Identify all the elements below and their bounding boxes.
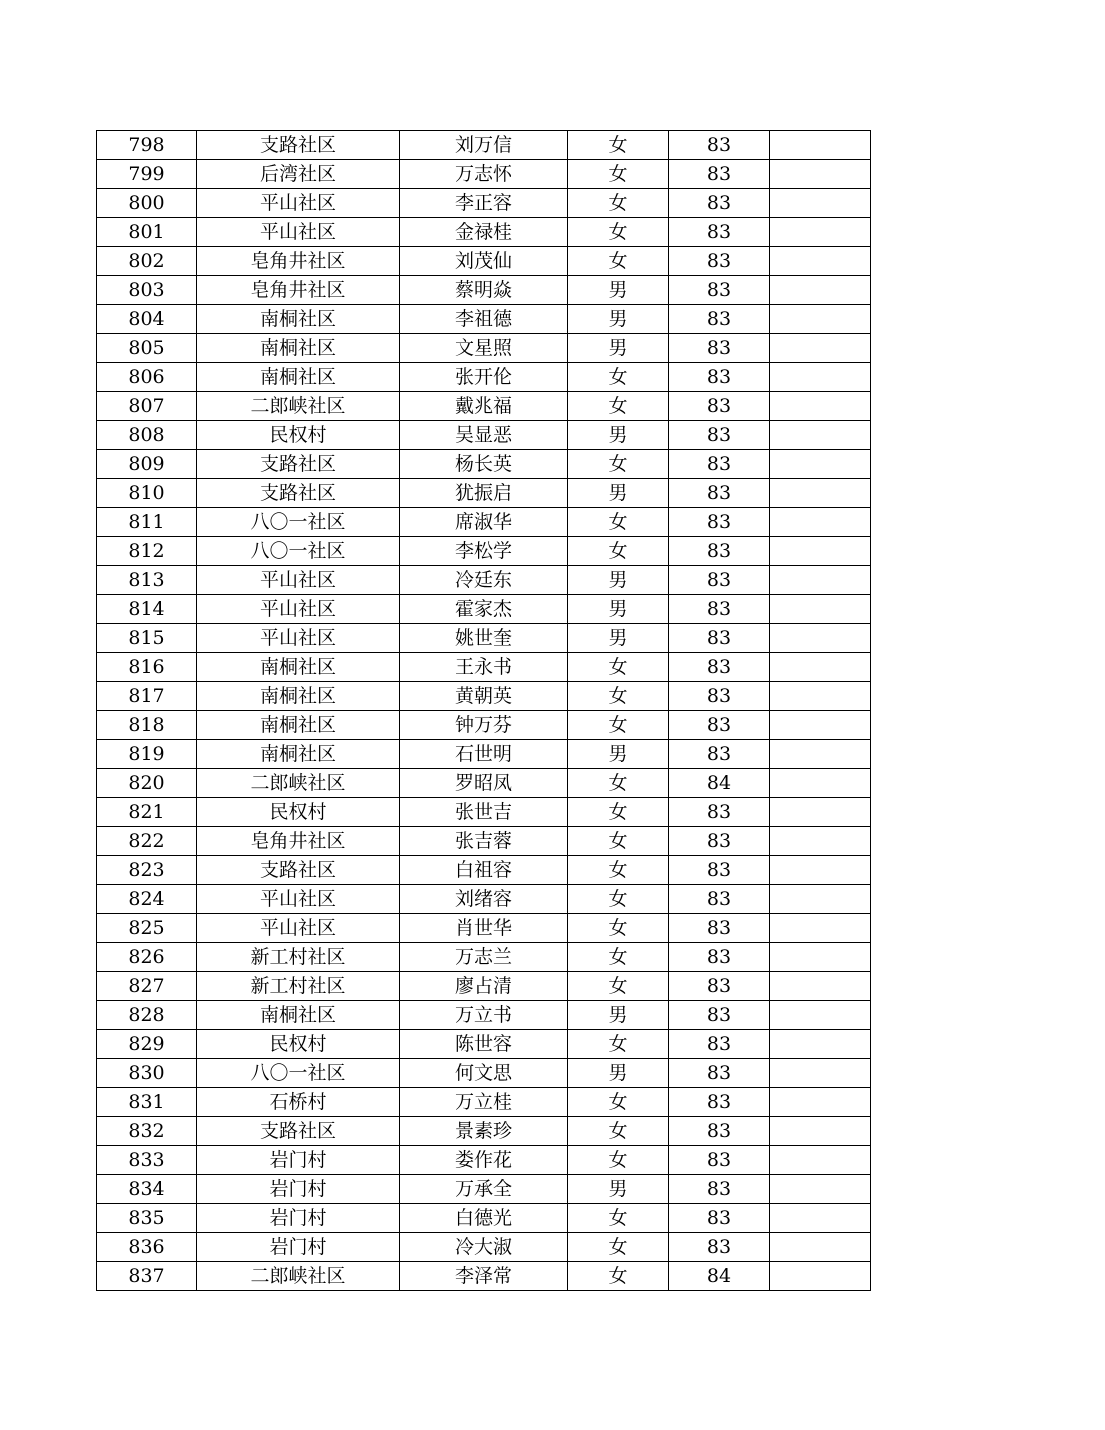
community-cell: 支路社区 [197, 856, 400, 885]
serial-number-cell: 811 [97, 508, 197, 537]
age-cell: 83 [669, 653, 770, 682]
table-row [97, 827, 871, 856]
age-cell: 83 [669, 1117, 770, 1146]
age-cell: 83 [669, 914, 770, 943]
remarks-cell [770, 363, 871, 392]
gender-cell: 男 [568, 334, 669, 363]
community-cell: 南桐社区 [197, 334, 400, 363]
name-cell: 犹振启 [400, 479, 568, 508]
name-cell: 白祖容 [400, 856, 568, 885]
name-cell: 李松学 [400, 537, 568, 566]
gender-cell: 女 [568, 392, 669, 421]
name-cell: 刘茂仙 [400, 247, 568, 276]
serial-number-cell: 808 [97, 421, 197, 450]
remarks-cell [770, 1262, 871, 1291]
table-row [97, 972, 871, 1001]
gender-cell: 女 [568, 914, 669, 943]
serial-number-cell: 828 [97, 1001, 197, 1030]
gender-cell: 女 [568, 1117, 669, 1146]
serial-number-cell: 801 [97, 218, 197, 247]
roster-table [96, 130, 871, 1291]
remarks-cell [770, 537, 871, 566]
age-cell: 83 [669, 711, 770, 740]
age-cell: 83 [669, 218, 770, 247]
table-row [97, 943, 871, 972]
name-cell: 席淑华 [400, 508, 568, 537]
serial-number-cell: 835 [97, 1204, 197, 1233]
community-cell: 二郎峡社区 [197, 769, 400, 798]
age-cell: 83 [669, 798, 770, 827]
community-cell: 八〇一社区 [197, 508, 400, 537]
community-cell: 皂角井社区 [197, 276, 400, 305]
gender-cell: 女 [568, 131, 669, 160]
community-cell: 南桐社区 [197, 363, 400, 392]
gender-cell: 男 [568, 740, 669, 769]
gender-cell: 男 [568, 479, 669, 508]
community-cell: 平山社区 [197, 595, 400, 624]
table-row [97, 1001, 871, 1030]
gender-cell: 女 [568, 363, 669, 392]
remarks-cell [770, 1059, 871, 1088]
serial-number-cell: 827 [97, 972, 197, 1001]
serial-number-cell: 805 [97, 334, 197, 363]
community-cell: 支路社区 [197, 1117, 400, 1146]
remarks-cell [770, 218, 871, 247]
community-cell: 南桐社区 [197, 740, 400, 769]
serial-number-cell: 822 [97, 827, 197, 856]
name-cell: 金禄桂 [400, 218, 568, 247]
gender-cell: 女 [568, 972, 669, 1001]
community-cell: 二郎峡社区 [197, 392, 400, 421]
gender-cell: 女 [568, 798, 669, 827]
serial-number-cell: 800 [97, 189, 197, 218]
serial-number-cell: 819 [97, 740, 197, 769]
remarks-cell [770, 769, 871, 798]
name-cell: 李祖德 [400, 305, 568, 334]
name-cell: 万立桂 [400, 1088, 568, 1117]
remarks-cell [770, 885, 871, 914]
name-cell: 文星照 [400, 334, 568, 363]
age-cell: 83 [669, 450, 770, 479]
serial-number-cell: 818 [97, 711, 197, 740]
table-row [97, 450, 871, 479]
age-cell: 83 [669, 972, 770, 1001]
remarks-cell [770, 914, 871, 943]
serial-number-cell: 810 [97, 479, 197, 508]
gender-cell: 女 [568, 189, 669, 218]
serial-number-cell: 821 [97, 798, 197, 827]
community-cell: 岩门村 [197, 1146, 400, 1175]
gender-cell: 女 [568, 885, 669, 914]
remarks-cell [770, 1001, 871, 1030]
age-cell: 83 [669, 624, 770, 653]
remarks-cell [770, 276, 871, 305]
age-cell: 83 [669, 247, 770, 276]
remarks-cell [770, 682, 871, 711]
table-row [97, 740, 871, 769]
age-cell: 83 [669, 885, 770, 914]
community-cell: 石桥村 [197, 1088, 400, 1117]
age-cell: 83 [669, 131, 770, 160]
age-cell: 83 [669, 421, 770, 450]
remarks-cell [770, 392, 871, 421]
gender-cell: 男 [568, 1059, 669, 1088]
gender-cell: 女 [568, 1233, 669, 1262]
community-cell: 平山社区 [197, 885, 400, 914]
table-row [97, 1059, 871, 1088]
table-row [97, 363, 871, 392]
community-cell: 民权村 [197, 421, 400, 450]
remarks-cell [770, 131, 871, 160]
table-row [97, 131, 871, 160]
remarks-cell [770, 305, 871, 334]
gender-cell: 男 [568, 421, 669, 450]
community-cell: 平山社区 [197, 624, 400, 653]
remarks-cell [770, 334, 871, 363]
table-row [97, 1146, 871, 1175]
gender-cell: 女 [568, 682, 669, 711]
age-cell: 83 [669, 1001, 770, 1030]
remarks-cell [770, 1204, 871, 1233]
remarks-cell [770, 827, 871, 856]
gender-cell: 男 [568, 1001, 669, 1030]
age-cell: 83 [669, 479, 770, 508]
age-cell: 83 [669, 1204, 770, 1233]
gender-cell: 女 [568, 653, 669, 682]
age-cell: 83 [669, 827, 770, 856]
serial-number-cell: 798 [97, 131, 197, 160]
table-row [97, 769, 871, 798]
table-row [97, 711, 871, 740]
community-cell: 皂角井社区 [197, 247, 400, 276]
remarks-cell [770, 972, 871, 1001]
community-cell: 平山社区 [197, 914, 400, 943]
community-cell: 南桐社区 [197, 305, 400, 334]
age-cell: 83 [669, 189, 770, 218]
age-cell: 83 [669, 160, 770, 189]
name-cell: 肖世华 [400, 914, 568, 943]
serial-number-cell: 823 [97, 856, 197, 885]
gender-cell: 女 [568, 450, 669, 479]
community-cell: 平山社区 [197, 218, 400, 247]
serial-number-cell: 807 [97, 392, 197, 421]
age-cell: 83 [669, 1233, 770, 1262]
table-row [97, 508, 871, 537]
name-cell: 王永书 [400, 653, 568, 682]
remarks-cell [770, 189, 871, 218]
serial-number-cell: 803 [97, 276, 197, 305]
serial-number-cell: 834 [97, 1175, 197, 1204]
gender-cell: 女 [568, 711, 669, 740]
age-cell: 83 [669, 334, 770, 363]
age-cell: 83 [669, 566, 770, 595]
serial-number-cell: 804 [97, 305, 197, 334]
community-cell: 平山社区 [197, 566, 400, 595]
age-cell: 83 [669, 305, 770, 334]
name-cell: 刘绪容 [400, 885, 568, 914]
remarks-cell [770, 508, 871, 537]
table-row [97, 653, 871, 682]
table-row [97, 798, 871, 827]
name-cell: 白德光 [400, 1204, 568, 1233]
table-row [97, 624, 871, 653]
gender-cell: 女 [568, 247, 669, 276]
age-cell: 83 [669, 1059, 770, 1088]
table-row [97, 566, 871, 595]
remarks-cell [770, 653, 871, 682]
gender-cell: 女 [568, 1204, 669, 1233]
name-cell: 罗昭凤 [400, 769, 568, 798]
gender-cell: 女 [568, 508, 669, 537]
gender-cell: 女 [568, 1088, 669, 1117]
serial-number-cell: 815 [97, 624, 197, 653]
age-cell: 83 [669, 943, 770, 972]
gender-cell: 男 [568, 566, 669, 595]
gender-cell: 女 [568, 827, 669, 856]
community-cell: 支路社区 [197, 479, 400, 508]
table-row [97, 682, 871, 711]
age-cell: 83 [669, 392, 770, 421]
community-cell: 新工村社区 [197, 943, 400, 972]
table-row [97, 1233, 871, 1262]
name-cell: 张世吉 [400, 798, 568, 827]
name-cell: 石世明 [400, 740, 568, 769]
table-row [97, 276, 871, 305]
age-cell: 83 [669, 595, 770, 624]
serial-number-cell: 820 [97, 769, 197, 798]
table-row [97, 1262, 871, 1291]
name-cell: 万承全 [400, 1175, 568, 1204]
table-row [97, 1088, 871, 1117]
serial-number-cell: 799 [97, 160, 197, 189]
name-cell: 冷大淑 [400, 1233, 568, 1262]
remarks-cell [770, 943, 871, 972]
serial-number-cell: 826 [97, 943, 197, 972]
remarks-cell [770, 247, 871, 276]
table-row [97, 218, 871, 247]
name-cell: 霍家杰 [400, 595, 568, 624]
table-row [97, 479, 871, 508]
age-cell: 83 [669, 682, 770, 711]
gender-cell: 男 [568, 305, 669, 334]
age-cell: 83 [669, 537, 770, 566]
name-cell: 杨长英 [400, 450, 568, 479]
remarks-cell [770, 1146, 871, 1175]
name-cell: 刘万信 [400, 131, 568, 160]
serial-number-cell: 809 [97, 450, 197, 479]
remarks-cell [770, 421, 871, 450]
community-cell: 八〇一社区 [197, 537, 400, 566]
community-cell: 南桐社区 [197, 682, 400, 711]
community-cell: 岩门村 [197, 1233, 400, 1262]
remarks-cell [770, 624, 871, 653]
table-row [97, 392, 871, 421]
age-cell: 83 [669, 276, 770, 305]
name-cell: 李泽常 [400, 1262, 568, 1291]
community-cell: 岩门村 [197, 1175, 400, 1204]
table-row [97, 914, 871, 943]
community-cell: 平山社区 [197, 189, 400, 218]
age-cell: 83 [669, 363, 770, 392]
community-cell: 民权村 [197, 1030, 400, 1059]
table-row [97, 421, 871, 450]
table-row [97, 247, 871, 276]
name-cell: 万志兰 [400, 943, 568, 972]
serial-number-cell: 836 [97, 1233, 197, 1262]
remarks-cell [770, 1233, 871, 1262]
serial-number-cell: 812 [97, 537, 197, 566]
name-cell: 蔡明焱 [400, 276, 568, 305]
gender-cell: 女 [568, 1146, 669, 1175]
table-row [97, 1030, 871, 1059]
remarks-cell [770, 798, 871, 827]
serial-number-cell: 833 [97, 1146, 197, 1175]
serial-number-cell: 824 [97, 885, 197, 914]
name-cell: 张吉蓉 [400, 827, 568, 856]
remarks-cell [770, 1175, 871, 1204]
remarks-cell [770, 595, 871, 624]
table-row [97, 189, 871, 218]
community-cell: 后湾社区 [197, 160, 400, 189]
table-row [97, 856, 871, 885]
remarks-cell [770, 711, 871, 740]
table-row [97, 305, 871, 334]
community-cell: 八〇一社区 [197, 1059, 400, 1088]
gender-cell: 女 [568, 856, 669, 885]
gender-cell: 女 [568, 1262, 669, 1291]
serial-number-cell: 816 [97, 653, 197, 682]
serial-number-cell: 837 [97, 1262, 197, 1291]
name-cell: 黄朝英 [400, 682, 568, 711]
remarks-cell [770, 1030, 871, 1059]
table-row [97, 885, 871, 914]
community-cell: 岩门村 [197, 1204, 400, 1233]
community-cell: 民权村 [197, 798, 400, 827]
age-cell: 84 [669, 769, 770, 798]
table-row [97, 1204, 871, 1233]
name-cell: 戴兆福 [400, 392, 568, 421]
community-cell: 新工村社区 [197, 972, 400, 1001]
serial-number-cell: 802 [97, 247, 197, 276]
name-cell: 冷廷东 [400, 566, 568, 595]
table-row [97, 1175, 871, 1204]
name-cell: 何文思 [400, 1059, 568, 1088]
age-cell: 83 [669, 1175, 770, 1204]
community-cell: 支路社区 [197, 450, 400, 479]
name-cell: 娄作花 [400, 1146, 568, 1175]
gender-cell: 女 [568, 218, 669, 247]
age-cell: 84 [669, 1262, 770, 1291]
remarks-cell [770, 160, 871, 189]
remarks-cell [770, 740, 871, 769]
gender-cell: 男 [568, 595, 669, 624]
gender-cell: 男 [568, 624, 669, 653]
table-row [97, 160, 871, 189]
name-cell: 万志怀 [400, 160, 568, 189]
name-cell: 张开伦 [400, 363, 568, 392]
age-cell: 83 [669, 1088, 770, 1117]
name-cell: 陈世容 [400, 1030, 568, 1059]
remarks-cell [770, 856, 871, 885]
name-cell: 万立书 [400, 1001, 568, 1030]
community-cell: 南桐社区 [197, 653, 400, 682]
age-cell: 83 [669, 856, 770, 885]
remarks-cell [770, 1088, 871, 1117]
gender-cell: 女 [568, 943, 669, 972]
gender-cell: 女 [568, 1030, 669, 1059]
name-cell: 景素珍 [400, 1117, 568, 1146]
gender-cell: 男 [568, 276, 669, 305]
table-row [97, 334, 871, 363]
remarks-cell [770, 566, 871, 595]
serial-number-cell: 825 [97, 914, 197, 943]
name-cell: 吴显恶 [400, 421, 568, 450]
gender-cell: 女 [568, 160, 669, 189]
name-cell: 李正容 [400, 189, 568, 218]
serial-number-cell: 832 [97, 1117, 197, 1146]
age-cell: 83 [669, 740, 770, 769]
age-cell: 83 [669, 1030, 770, 1059]
serial-number-cell: 817 [97, 682, 197, 711]
name-cell: 姚世奎 [400, 624, 568, 653]
serial-number-cell: 813 [97, 566, 197, 595]
table-row [97, 1117, 871, 1146]
age-cell: 83 [669, 508, 770, 537]
community-cell: 支路社区 [197, 131, 400, 160]
serial-number-cell: 806 [97, 363, 197, 392]
gender-cell: 女 [568, 537, 669, 566]
serial-number-cell: 829 [97, 1030, 197, 1059]
community-cell: 南桐社区 [197, 1001, 400, 1030]
gender-cell: 男 [568, 1175, 669, 1204]
age-cell: 83 [669, 1146, 770, 1175]
table-row [97, 537, 871, 566]
remarks-cell [770, 450, 871, 479]
remarks-cell [770, 1117, 871, 1146]
community-cell: 南桐社区 [197, 711, 400, 740]
name-cell: 钟万芬 [400, 711, 568, 740]
serial-number-cell: 814 [97, 595, 197, 624]
table-row [97, 595, 871, 624]
community-cell: 皂角井社区 [197, 827, 400, 856]
gender-cell: 女 [568, 769, 669, 798]
name-cell: 廖占清 [400, 972, 568, 1001]
remarks-cell [770, 479, 871, 508]
serial-number-cell: 830 [97, 1059, 197, 1088]
roster-table-body [97, 131, 871, 1291]
community-cell: 二郎峡社区 [197, 1262, 400, 1291]
serial-number-cell: 831 [97, 1088, 197, 1117]
